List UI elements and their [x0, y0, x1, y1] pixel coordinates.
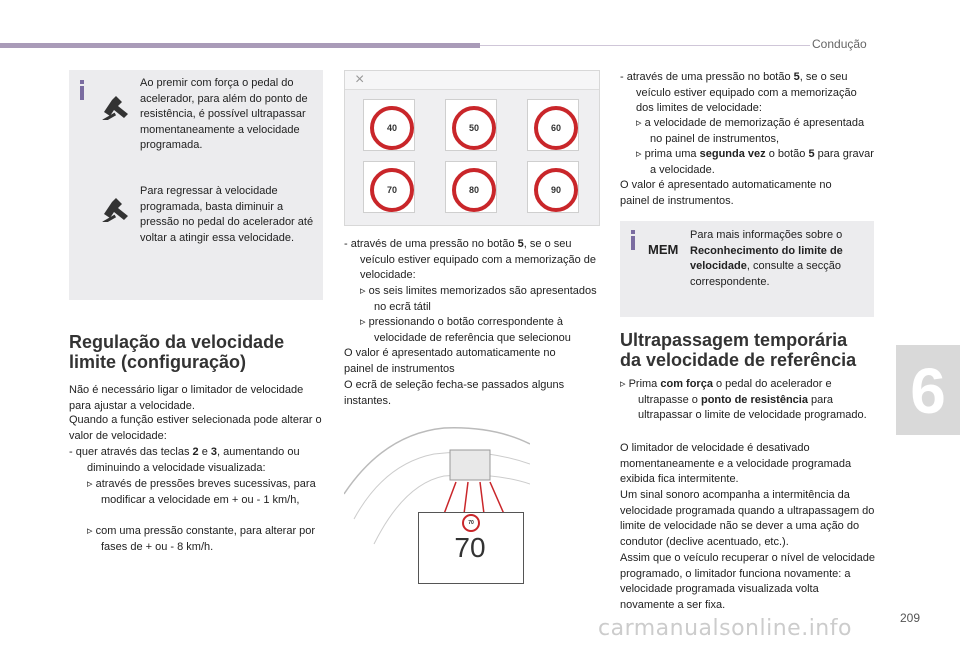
speed-tile-40[interactable]	[363, 99, 415, 151]
col2-text-1: O valor é apresentado automaticamente no painel de instrumentos	[344, 347, 556, 375]
col3-sub-2: ▹ prima uma segunda vez o botão 5 para gravar a velocidade.	[636, 148, 874, 176]
col2-sub-2: ▹ pressionando o botão correspondente à velocidade de referência que selecionou	[360, 316, 571, 344]
screen-title-bar	[345, 71, 599, 90]
touchscreen-speed-selection	[344, 70, 600, 226]
section-heading-override	[620, 330, 890, 370]
header-bar	[0, 43, 480, 48]
heading-line-1: Regulação da velocidade	[69, 332, 285, 352]
info-text-1: Ao premir com força o pedal do acelerador, para além do ponto de resistência, é possível ultrapassar momentaneamente a velocidade programada.	[140, 77, 308, 151]
page-number: 209	[899, 611, 920, 625]
bullet-keys: - quer através das teclas 2 e 3, aumentando ou diminuindo a velocidade visualizada:	[69, 446, 300, 474]
body-text-1: Não é necessário ligar o limitador de velocidade para ajustar a velocidade.	[69, 384, 304, 412]
sub-bullet-1: ▹ através de pressões breves sucessivas, para modificar a velocidade em + ou - 1 km/h,	[87, 478, 316, 506]
info-icon	[631, 236, 635, 250]
col2-sub-1: ▹ os seis limites memorizados são apresentados no ecrã tátil	[360, 285, 597, 313]
header-rule	[480, 45, 810, 46]
body-text-2: Quando a função estiver selecionada pode alterar o valor de velocidade:	[69, 414, 322, 442]
speed-tile-70[interactable]	[363, 161, 415, 213]
speed-tile-50[interactable]	[445, 99, 497, 151]
info-icon	[80, 86, 84, 100]
speed-sign: 80	[452, 168, 496, 212]
col3-override-bullet: ▹ Prima com força o pedal do acelerador e ultrapasse o ponto de resistência para ultrapassar o limite de velocidade programado.	[620, 378, 867, 421]
col3-text-2: O limitador de velocidade é desativado momentaneamente e a velocidade programada exibida fica intermitente.	[620, 442, 852, 485]
speed-limit-sign-small: 70	[462, 514, 480, 532]
col3-text-1: O valor é apresentado automaticamente no painel de instrumentos.	[620, 179, 832, 207]
foot-pedal-icon	[100, 92, 132, 120]
chapter-number: 6	[910, 355, 946, 427]
speed-tile-90[interactable]	[527, 161, 579, 213]
speed-value-display: 70	[454, 532, 486, 563]
speed-sign: 70	[370, 168, 414, 212]
speed-sign: 50	[452, 106, 496, 150]
speed-sign: 90	[534, 168, 578, 212]
col3-bullet: - através de uma pressão no botão 5, se o seu veículo estiver equipado com a memorização dos limites de velocidade:	[620, 71, 857, 114]
mem-button-label: MEM	[648, 242, 679, 257]
col3-sub-1: ▹ a velocidade de memorização é apresentada no painel de instrumentos,	[636, 117, 865, 145]
speed-sign: 60	[534, 106, 578, 150]
col3-text-3: Um sinal sonoro acompanha a intermitência da velocidade programada quando a ultrapassagem do limite de velocidade não se dever a uma ação do condutor (declive acentuado, etc.).	[620, 489, 875, 548]
col2-bullet: - através de uma pressão no botão 5, se o seu veículo estiver equipado com a memorização de velocidade:	[344, 238, 597, 281]
sub-bullet-2: ▹ com uma pressão constante, para alterar por fases de + ou - 8 km/h.	[87, 525, 316, 553]
foot-pedal-release-icon	[100, 194, 132, 222]
info-text-2: Para regressar à velocidade programada, basta diminuir a pressão no pedal do acelerador até voltar a atingir essa velocidade.	[140, 185, 314, 244]
speed-tile-80[interactable]	[445, 161, 497, 213]
close-icon[interactable]: ×	[355, 71, 365, 88]
section-title: Condução	[812, 37, 867, 51]
speed-tile-60[interactable]	[527, 99, 579, 151]
col2-text-2: O ecrã de seleção fecha-se passados alguns instantes.	[344, 379, 565, 407]
col3-text-4: Assim que o veículo recuperar o nível de velocidade programado, o limitador funciona novamente: a velocidade programada visualizada volta novamente a ser fixa.	[620, 552, 875, 611]
heading-line-2: da velocidade de referência	[620, 350, 857, 370]
heading-line-2: limite (configuração)	[69, 352, 247, 372]
section-heading-config	[69, 332, 329, 372]
speed-sign: 40	[370, 106, 414, 150]
info-text-recognition: Para mais informações sobre o Reconhecimento do limite de velocidade, consulte a secção correspondente.	[690, 229, 843, 288]
heading-line-1: Ultrapassagem temporária	[620, 330, 848, 350]
watermark: carmanualsonline.info	[598, 616, 852, 641]
